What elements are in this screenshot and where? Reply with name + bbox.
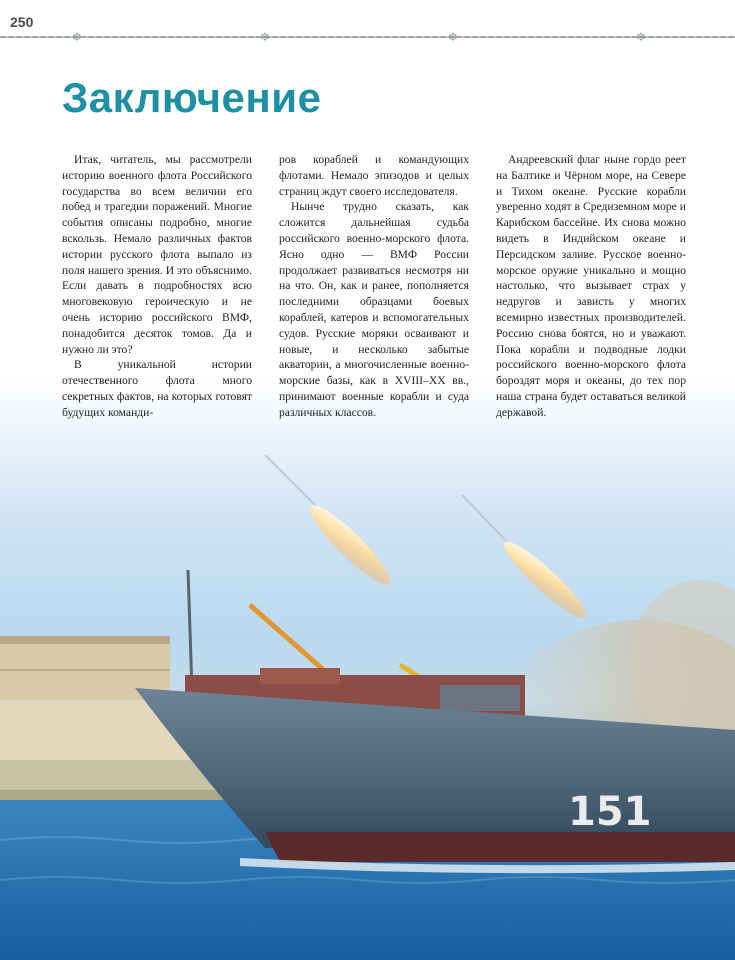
text-columns [62, 152, 686, 421]
rocket-icon [265, 455, 397, 592]
hull-number: 151 [568, 789, 652, 835]
snowflake-ornament-icon: ❄ [260, 30, 271, 44]
paragraph: ров кораблей и командующих флотами. Немало эпизодов и целых страниц ждут своего исследователя. [279, 153, 469, 198]
snowflake-ornament-icon: ❄ [448, 30, 459, 44]
paragraph: Итак, читатель, мы рассмотрели историю военного флота Российского государства во всем величии его побед и трагедии поражений. Многие события описаны подробно, многие вскользь. Немало различных фактов истории русского флота выпало из поля нашего зрения. И это объяснимо. Если давать в подробностях всю многовековую героическую и не очень историю российского ВМФ, понадобится десяток томов. Да и нужно ли это? [62, 153, 252, 356]
paragraph: Нынче трудно сказать, как сложится дальнейшая судьба российского военно-морского флота. Ясно одно — ВМФ России продолжает развиваться несмотря ни на что. Он, как и ранее, пополняется последними образцами боевых кораблей, катеров и вспомогательных судов. Русские моряки осваивают и новые, и несколько забытые акватории, а многочисленные военно-морские базы, как в XVIII–XX вв., принимают военные корабли и суда различных классов. [279, 200, 469, 419]
text-column-1 [62, 152, 252, 421]
snowflake-ornament-icon: ❄ [72, 30, 83, 44]
page-header [0, 0, 735, 44]
ornament-divider [0, 36, 735, 38]
warship-photo [0, 400, 735, 960]
snowflake-ornament-icon: ❄ [636, 30, 647, 44]
page-title: Заключение [62, 74, 322, 121]
rocket-icon [462, 495, 593, 626]
text-column-2 [279, 152, 469, 421]
paragraph: В уникальной истории отечественного флота много секретных фактов, на которых готовят будущих команди- [62, 358, 252, 419]
text-column-3 [496, 152, 686, 421]
page-number: 250 [10, 14, 34, 30]
paragraph: Андреевский флаг ныне гордо реет на Балтике и Чёрном море, на Севере и Тихом океане. Русские корабли уверенно ходят в Средиземном море и Карибском бассейне. Их снова можно видеть в Индийском океане и Персидском заливе. Русское военно-морское оружие уникально и мощно настолько, что вызывает страх у недругов и зависть у многих всемирно известных производителей. Россию снова боятся, но и уважают. Пока корабли и подводные лодки российского военно-морского флота бороздят моря и океаны, до тех пор наша страна будет оставаться великой державой. [496, 153, 686, 419]
